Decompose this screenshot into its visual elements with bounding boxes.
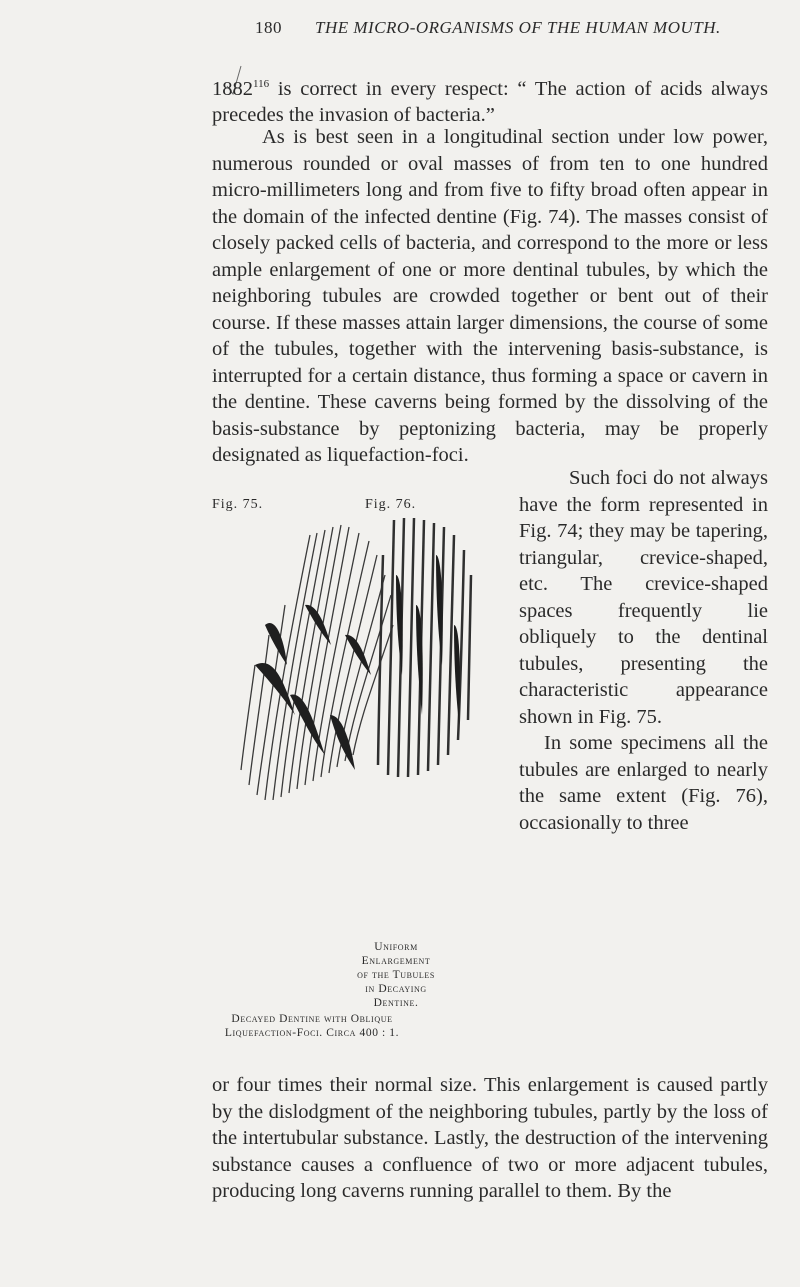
- right-column-paragraph-1: Such foci do not always have the form represented in Fig. 74; they may be tapering, triangular, crevice-shaped, etc. The crevice-shaped spaces frequently lie obliquely to the dentinal tubules, presenting the characteristic appearance shown in Fig. 75.: [519, 467, 768, 728]
- running-title: THE MICRO-ORGANISMS OF THE HUMAN MOUTH.: [315, 18, 721, 37]
- figure-76-caption: Uniform Enlargement of the Tubules in Decaying Dentine.: [357, 941, 435, 1009]
- paragraph-1: [212, 71, 768, 129]
- paragraph-1-text: is correct in every respect: “ The action of acids always precedes the invasion of bacteria.”: [212, 77, 768, 127]
- figure-75-label: Fig. 75.: [212, 497, 264, 512]
- figure-76-illustration: [368, 515, 478, 780]
- paragraph-2: As is best seen in a longitudinal section under low power, numerous rounded or oval masses of from ten to one hundred micro-millimeters long and from five to fifty broad often appear in the domain of the infected dentine (Fig. 74). The masses consist of closely packed cells of bacteria, and correspond to the more or less ample enlargement of one or more dentinal tubules, by which the neighboring tubules are crowded together or bent out of their course. If these masses attain larger dimensions, the course of some of the tubules, together with the intervening basis-substance, is interrupted for a certain distance, thus forming a space or cavern in the dentine. These caverns being formed by the dissolving of the basis-substance by peptonizing bacteria, may be properly designated as liquefaction-foci.: [212, 126, 768, 466]
- year: 1882: [212, 77, 253, 100]
- right-column-text: [519, 465, 768, 836]
- reference-superscript: 116: [253, 78, 270, 90]
- page-number: 180: [255, 18, 282, 37]
- bottom-paragraph: or four times their normal size. This enlargement is caused partly by the dislodgment of the neighboring tubules, partly by the loss of the intertubular substance. Lastly, the destruction of the intervening substance causes a confluence of two or more adjacent tubules, producing long caverns running parallel to them. By the: [212, 1074, 768, 1202]
- figure-75-caption: Decayed Dentine with Oblique Liquefaction-Foci. Circa 400 : 1.: [224, 1013, 400, 1039]
- figure-76-label: Fig. 76.: [365, 497, 417, 512]
- right-column-paragraph-2: In some specimens all the tubules are enlarged to nearly the same extent (Fig. 76), occasionally to three: [519, 732, 768, 834]
